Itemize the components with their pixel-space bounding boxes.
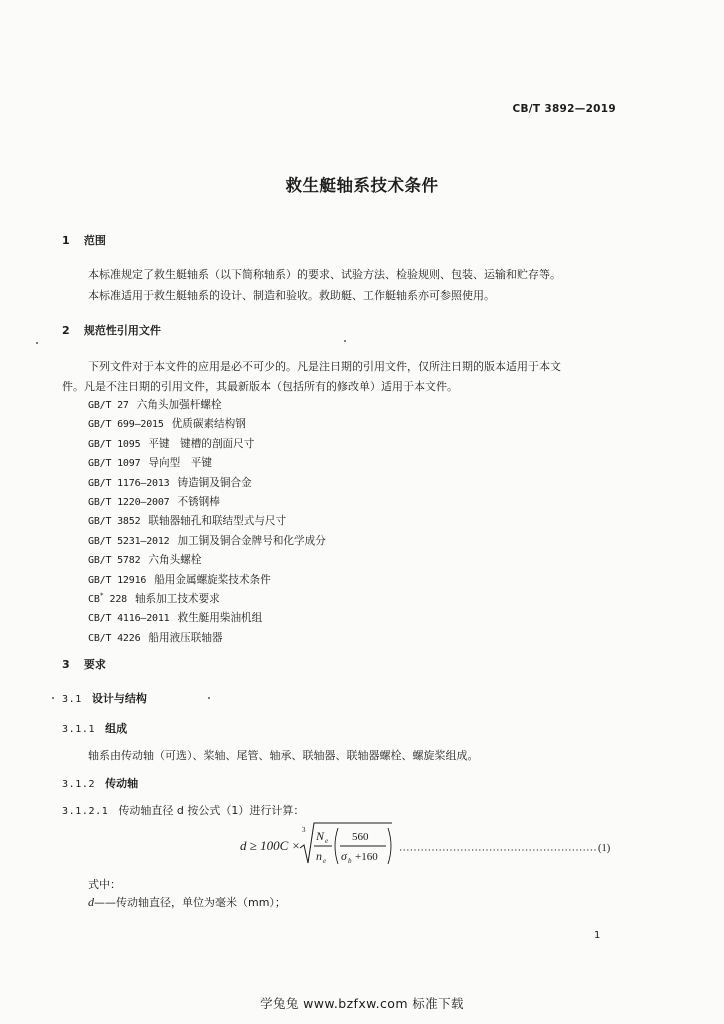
clause-number: 3.1.1 [62,724,96,735]
reference-code [88,555,140,566]
reference-code [88,591,127,605]
reference-item [88,630,223,645]
reference-item [88,610,262,625]
reference-item [88,436,254,451]
reference-code [88,497,170,508]
variable-definition: ——传动轴直径，单位为毫米（mm）； [94,896,286,909]
variable-symbol: d [88,895,94,909]
page-number: 1 [594,930,601,941]
formula-equation-label: (1) [598,843,611,854]
reference-code [88,633,140,644]
reference-item [88,494,220,509]
reference-code [88,536,170,547]
clause-3-1-1 [62,720,127,736]
clause-title: 组成 [105,722,128,735]
section-title: 范围 [83,234,106,247]
clause-3-1-2-1 [62,802,304,818]
formula-sigma-sub: b [348,857,352,865]
reference-code [88,400,129,411]
reference-item [88,572,271,587]
formula-nr: n [316,849,322,863]
reference-code-text: GB/T 5231—2012 [88,535,170,547]
reference-code-text: GB/T 12916 [88,574,147,586]
section-number: 1 [62,234,70,247]
formula-ne-sub: e [325,837,329,845]
reference-title: 轴系加工技术要求 [134,593,220,605]
reference-item [88,513,286,528]
references-intro-line-1: 下列文件对于本文件的应用是必不可少的。凡是注日期的引用文件，仅所注日期的版本适用于本文 [88,360,561,373]
references-intro-line-2: 件。凡是不注日期的引用文件，其最新版本（包括所有的修改单）适用于本文件。 [62,380,458,393]
clause-text: 传动轴直径 d 按公式（1）进行计算： [118,804,305,817]
formula-sigma: σ [341,849,347,863]
reference-item [88,533,326,548]
section-heading-scope [62,232,106,248]
reference-code [88,439,140,450]
diameter-formula [240,820,620,868]
reference-code-text: GB/T 27 [88,400,129,411]
clause-3-1-2 [62,775,138,791]
reference-title: 六角头螺栓 [148,554,202,567]
where-label: 式中： [88,878,121,891]
scan-speck [208,697,210,699]
reference-title: 平键 键槽的剖面尺寸 [148,437,255,450]
reference-title: 六角头加强杆螺栓 [136,399,222,411]
reference-code [88,478,170,489]
clause-title: 设计与结构 [91,692,147,705]
document-title: 救生艇轴系技术条件 [285,176,439,195]
standard-number: CB/T 3892—2019 [512,103,616,115]
reference-title: 救生艇用柴油机组 [177,612,263,625]
reference-item [88,475,252,490]
reference-code [88,458,140,469]
formula-right-paren [388,828,391,864]
scope-paragraph-2: 本标准适用于救生艇轴系的设计、制造和验收。救助艇、工作艇轴系亦可参照使用。 [88,289,495,302]
reference-code-text: GB/T 5782 [88,555,141,567]
reference-title: 船用金属螺旋桨技术条件 [154,573,271,586]
reference-code [88,516,140,527]
clause-3-1-1-text: 轴系由传动轴（可选）、桨轴、尾管、轴承、联轴器、联轴器螺栓、螺旋桨组成。 [88,749,479,762]
reference-code-sup: * [99,591,104,600]
variable-definition-d [88,894,286,910]
reference-title: 导向型 平键 [148,457,212,470]
formula-left-paren [335,828,338,864]
reference-code-tail: 228 [103,594,127,605]
footer-watermark-text: 学兔兔 www.bzfxw.com 标准下载 [260,996,464,1011]
reference-item [88,552,201,567]
reference-title: 优质碳素结构钢 [171,418,246,431]
section-number: 2 [62,324,70,337]
scan-speck [344,340,346,342]
section-heading-references [62,322,161,338]
reference-item [88,397,222,412]
reference-code-text: CB [88,594,100,605]
clause-number: 3.1.2 [62,779,96,790]
formula-nr-sub: e [323,857,327,865]
clause-3-1 [62,690,147,706]
clause-number: 3.1 [62,694,82,705]
scan-speck [36,342,38,344]
section-number: 3 [62,658,70,671]
formula-160: +160 [355,851,378,863]
reference-code [88,613,170,624]
formula-560: 560 [352,831,369,843]
scope-paragraph-1: 本标准规定了救生艇轴系（以下简称轴系）的要求、试验方法、检验规则、包装、运输和贮存等。 [88,268,561,281]
reference-code-text: GB/T 1176—2013 [88,477,170,489]
reference-code-text: GB/T 1220—2007 [88,497,170,508]
section-heading-requirements [62,656,106,672]
reference-title: 加工铜及铜合金牌号和化学成分 [177,534,326,547]
reference-code-text: CB/T 4116—2011 [88,613,170,625]
clause-number: 3.1.2.1 [62,806,109,817]
reference-title: 铸造铜及铜合金 [177,476,252,489]
reference-code-text: GB/T 699—2015 [88,419,164,431]
section-title: 规范性引用文件 [83,324,161,337]
reference-code-text: GB/T 1095 [88,438,141,450]
formula-root-index: 3 [302,826,306,834]
formula-lhs: d ≥ 100C × [240,838,301,853]
formula-ne: N [316,829,325,843]
reference-title: 不锈钢棒 [177,496,220,508]
reference-item [88,455,212,470]
clause-title: 传动轴 [105,777,139,790]
section-title: 要求 [83,658,106,671]
reference-item [88,416,246,431]
reference-title: 联轴器轴孔和联结型式与尺寸 [148,515,287,528]
reference-item [88,591,220,606]
reference-title: 船用液压联轴器 [148,631,223,644]
scan-speck [52,697,54,699]
reference-code [88,419,164,430]
reference-code-text: GB/T 1097 [88,458,141,470]
reference-code-text: GB/T 3852 [88,516,141,528]
reference-code [88,575,146,586]
reference-code-text: CB/T 4226 [88,632,141,644]
